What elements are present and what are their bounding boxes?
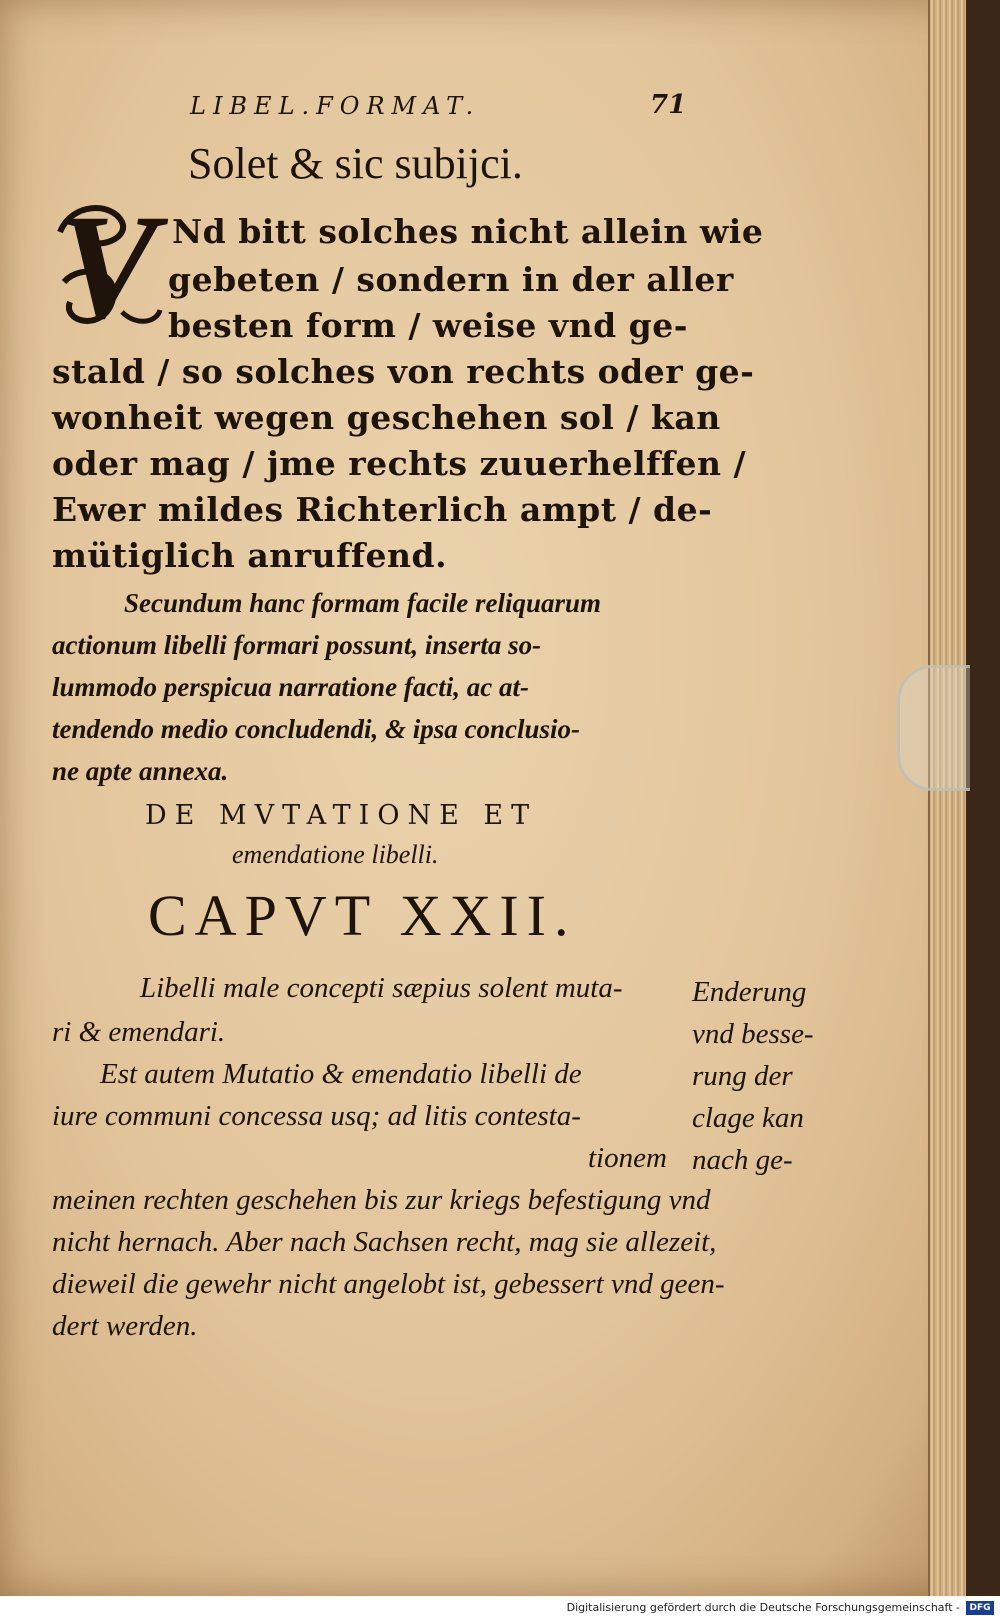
chapter-title: CAPVT XXII. [148, 883, 577, 948]
margin-note-line: rung der [692, 1060, 793, 1092]
drop-cap-flourish-icon [52, 192, 164, 342]
section-title: DE MVTATIONE ET [145, 800, 538, 831]
german-line: Nd bitt solches nicht allein wie [172, 212, 764, 251]
chapter-line: iure communi concessa usq; ad litis contesta- [52, 1100, 581, 1132]
heading: Solet & sic subijci. [188, 139, 523, 188]
footer-bar [0, 1596, 1000, 1620]
german-line: wonheit wegen geschehen sol / kan [52, 398, 721, 437]
chapter-line: meinen rechten geschehen bis zur kriegs befestigung vnd [52, 1184, 711, 1216]
chapter-line: Libelli male concepti sæpius solent muta- [140, 972, 623, 1004]
margin-note-line: clage kan [692, 1102, 804, 1134]
page-clip [897, 665, 970, 791]
drop-cap [52, 184, 164, 350]
german-line: stald / so solches von rechts oder ge- [52, 352, 755, 391]
chapter-line: dert werden. [52, 1310, 198, 1342]
german-line: gebeten / sondern in der aller [168, 260, 734, 299]
latin-line: ne apte annexa. [52, 756, 229, 786]
dfg-logo: DFG [966, 1601, 994, 1615]
footer-credit: Digitalisierung gefördert durch die Deutsche Forschungsgemeinschaft - [566, 1601, 960, 1614]
margin-note-line: nach ge- [692, 1144, 793, 1176]
chapter-line: dieweil die gewehr nicht angelobt ist, gebessert vnd geen- [52, 1268, 725, 1300]
latin-line: Secundum hanc formam facile reliquarum [124, 588, 602, 618]
running-head: LIBEL.FORMAT. [190, 92, 481, 120]
section-subtitle: emendatione libelli. [232, 840, 439, 869]
latin-line: tendendo medio concludendi, & ipsa conclusio- [52, 714, 581, 744]
drop-cap-letter: V [57, 184, 159, 350]
page-edges [928, 0, 966, 1596]
chapter-line: nicht hernach. Aber nach Sachsen recht, mag sie allezeit, [52, 1226, 717, 1258]
chapter-line: tionem [588, 1142, 667, 1174]
margin-note-line: vnd besse- [692, 1018, 814, 1050]
german-line: oder mag / jme rechts zuuerhelffen / [52, 444, 747, 483]
chapter-line: Est autem Mutatio & emendatio libelli de [100, 1058, 582, 1090]
chapter-line: ri & emendari. [52, 1016, 226, 1048]
german-line: Ewer mildes Richterlich ampt / de- [52, 490, 713, 529]
margin-note-line: Enderung [692, 976, 807, 1008]
german-line: mütiglich anruffend. [52, 536, 448, 575]
page-number: 71 [650, 90, 687, 120]
latin-line: lummodo perspicua narratione facti, ac at- [52, 672, 530, 702]
german-line: besten form / weise vnd ge- [168, 306, 688, 345]
latin-line: actionum libelli formari possunt, inserta so- [52, 630, 542, 660]
